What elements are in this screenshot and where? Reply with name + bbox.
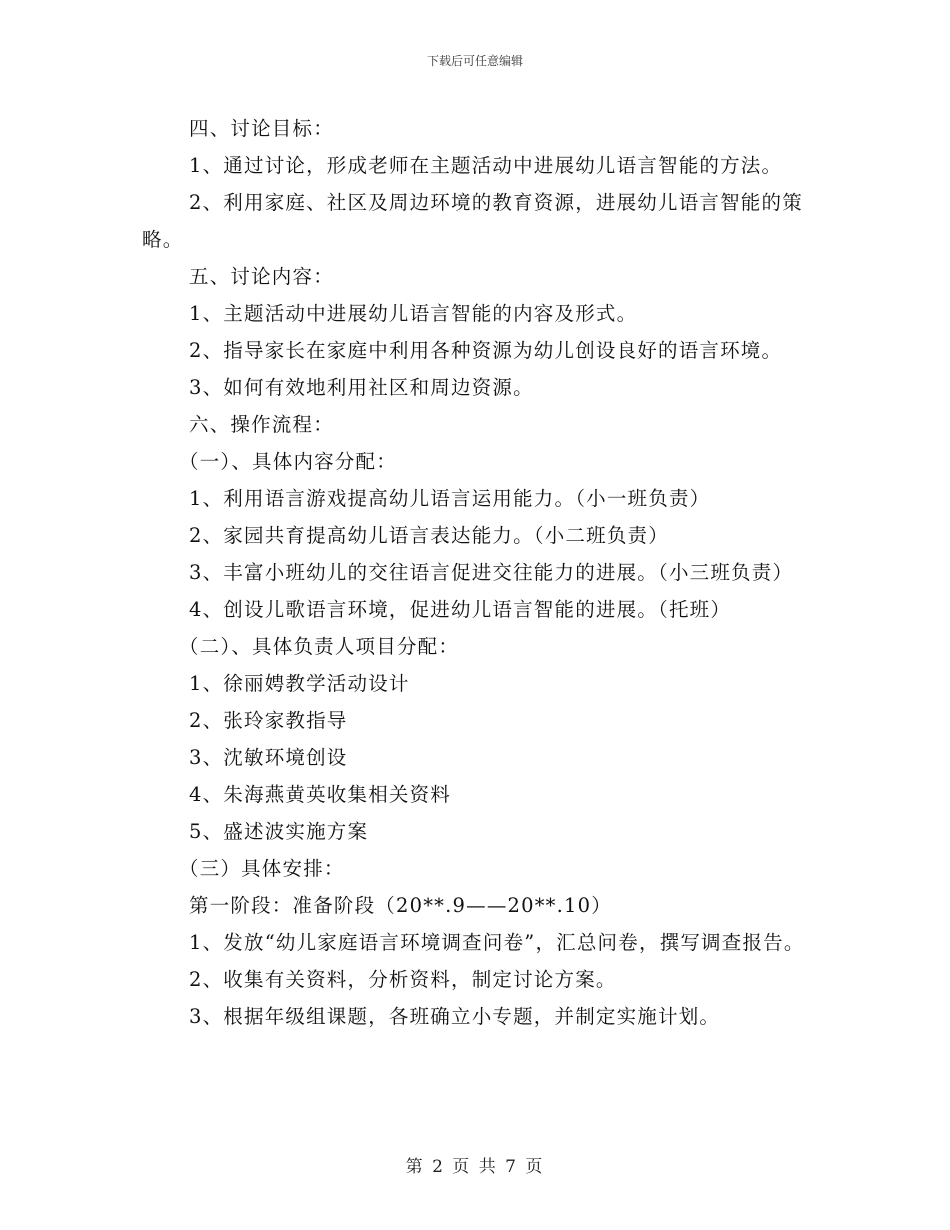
stage-heading: 第一阶段：准备阶段（20**.9——20**.10） bbox=[189, 894, 612, 917]
paragraph: 1、通过讨论，形成老师在主题活动中进展幼儿语言智能的方法。 bbox=[189, 154, 783, 177]
paragraph: 3、沈敏环境创设 bbox=[189, 746, 348, 769]
page-number-footer: 第 2 页 共 7 页 bbox=[405, 1157, 545, 1177]
paragraph: 3、根据年级组课题，各班确立小专题，并制定实施计划。 bbox=[189, 1005, 721, 1028]
paragraph: 2、指导家长在家庭中利用各种资源为幼儿创设良好的语言环境。 bbox=[189, 339, 783, 362]
paragraph: 2、张玲家教指导 bbox=[189, 709, 348, 732]
paragraph: 1、主题活动中进展幼儿语言智能的内容及形式。 bbox=[189, 302, 638, 325]
paragraph: 5、盛述波实施方案 bbox=[189, 820, 369, 843]
paragraph: 4、创设儿歌语言环境，促进幼儿语言智能的进展。（托班） bbox=[189, 598, 732, 621]
section-heading-content: 五、讨论内容： bbox=[189, 265, 334, 288]
subsection-heading: （三）具体安排： bbox=[179, 857, 345, 880]
document-body bbox=[142, 110, 812, 1035]
subsection-heading: （二）、具体负责人项目分配： bbox=[179, 635, 460, 658]
paragraph: 2、收集有关资料，分析资料，制定讨论方案。 bbox=[189, 968, 617, 991]
paragraph: 2、利用家庭、社区及周边环境的教育资源，进展幼儿语言智能的策略。 bbox=[142, 191, 803, 251]
page-header-note: 下载后可任意编辑 bbox=[426, 54, 523, 68]
paragraph: 3、如何有效地利用社区和周边资源。 bbox=[189, 376, 534, 399]
section-heading-goals: 四、讨论目标： bbox=[189, 117, 334, 140]
paragraph: 1、发放“幼儿家庭语言环境调查问卷”，汇总问卷，撰写调查报告。 bbox=[189, 931, 805, 954]
paragraph: 4、朱海燕黄英收集相关资料 bbox=[189, 783, 452, 806]
paragraph: 1、利用语言游戏提高幼儿语言运用能力。（小一班负责） bbox=[189, 487, 711, 510]
subsection-heading: （一）、具体内容分配： bbox=[179, 450, 397, 473]
paragraph: 1、徐丽娉教学活动设计 bbox=[189, 672, 410, 695]
paragraph: 2、家园共育提高幼儿语言表达能力。（小二班负责） bbox=[189, 524, 669, 547]
paragraph: 3、丰富小班幼儿的交往语言促进交往能力的进展。（小三班负责） bbox=[189, 561, 794, 584]
section-heading-process: 六、操作流程： bbox=[189, 413, 334, 436]
